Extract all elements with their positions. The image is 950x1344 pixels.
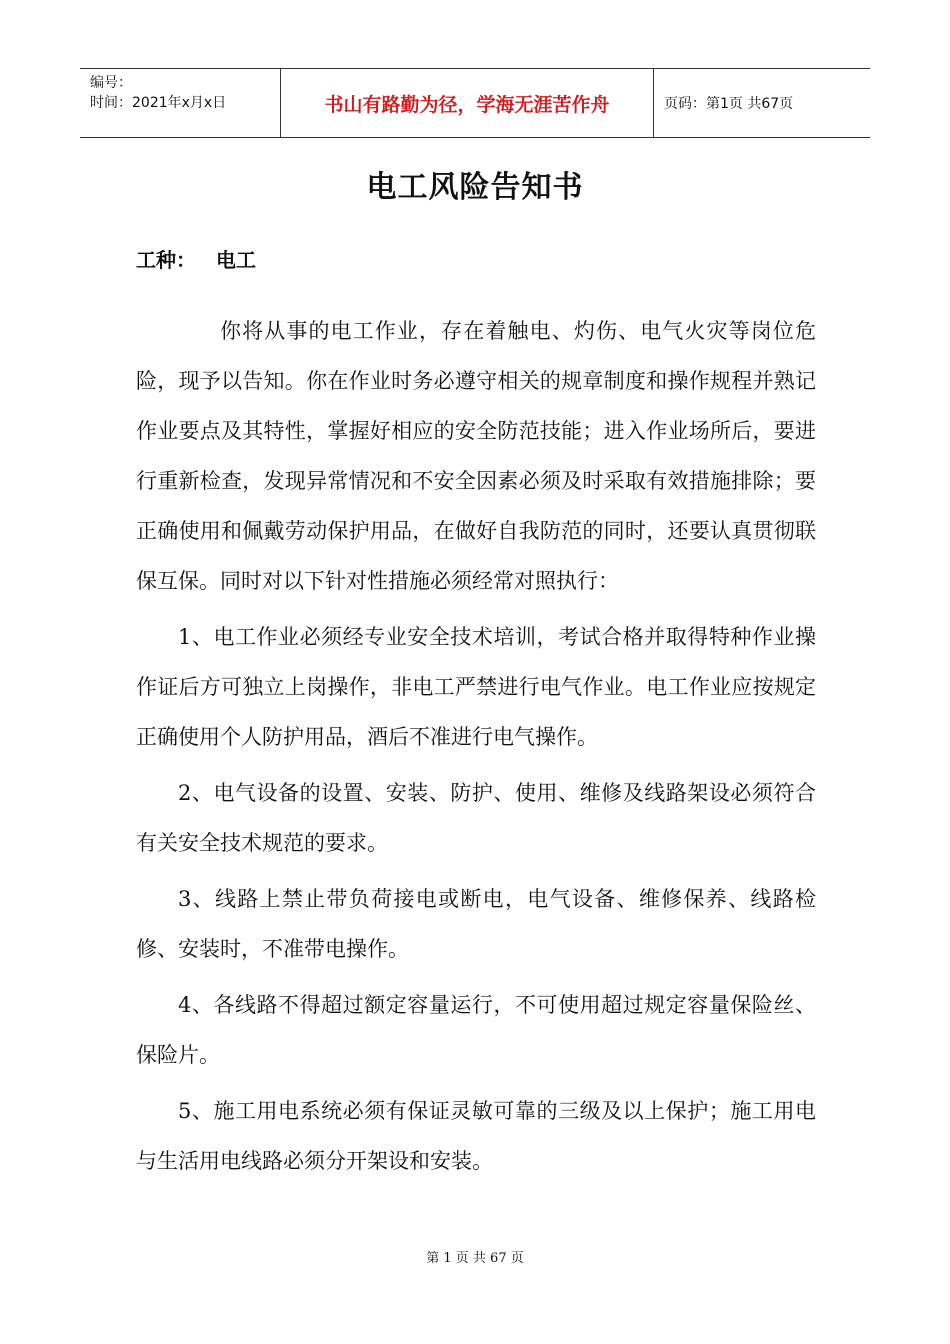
header-table <box>80 68 870 138</box>
intro-paragraph: 你将从事的电工作业，存在着触电、灼伤、电气火灾等岗位危险，现予以告知。你在作业时务必遵守相关的规章制度和操作规程并熟记作业要点及其特性，掌握好相应的安全防范技能；进入作业场所后，要进行重新检查，发现异常情况和不安全因素必须及时采取有效措施排除；要正确使用和佩戴劳动保护用品，在做好自我防范的同时，还要认真贯彻联保互保。同时对以下针对性措施必须经常对照执行： <box>136 319 816 593</box>
header-motto: 书山有路勤为径，学海无涯苦作舟 <box>280 69 654 137</box>
rule-item-1: 1、电工作业必须经专业安全技术培训，考试合格并取得特种作业操作证后方可独立上岗操作，非电工严禁进行电气作业。电工作业应按规定正确使用个人防护用品，酒后不准进行电气操作。 <box>136 625 816 749</box>
rule-item-2: 2、电气设备的设置、安装、防护、使用、维修及线路架设必须符合有关安全技术规范的要求。 <box>136 781 816 855</box>
rule-item-4: 4、各线路不得超过额定容量运行，不可使用超过规定容量保险丝、保险片。 <box>136 993 816 1067</box>
page-footer: 第 1 页 共 67 页 <box>426 1251 524 1266</box>
document-body <box>136 306 816 1192</box>
trade-value: 电工 <box>216 248 256 272</box>
header-page-code: 页码：第1页 共67页 <box>664 96 794 112</box>
trade-label: 工种： <box>136 248 196 272</box>
trade-line <box>136 244 256 273</box>
time-label: 时间：2021年x月x日 <box>90 95 227 111</box>
rule-item-3: 3、线路上禁止带负荷接电或断电，电气设备、维修保养、线路检修、安装时，不准带电操作。 <box>136 887 816 961</box>
number-label: 编号： <box>90 75 132 91</box>
document-title: 电工风险告知书 <box>366 170 584 205</box>
rule-item-5: 5、施工用电系统必须有保证灵敏可靠的三级及以上保护；施工用电与生活用电线路必须分开架设和安装。 <box>136 1099 816 1173</box>
header-meta-cell <box>80 69 280 137</box>
